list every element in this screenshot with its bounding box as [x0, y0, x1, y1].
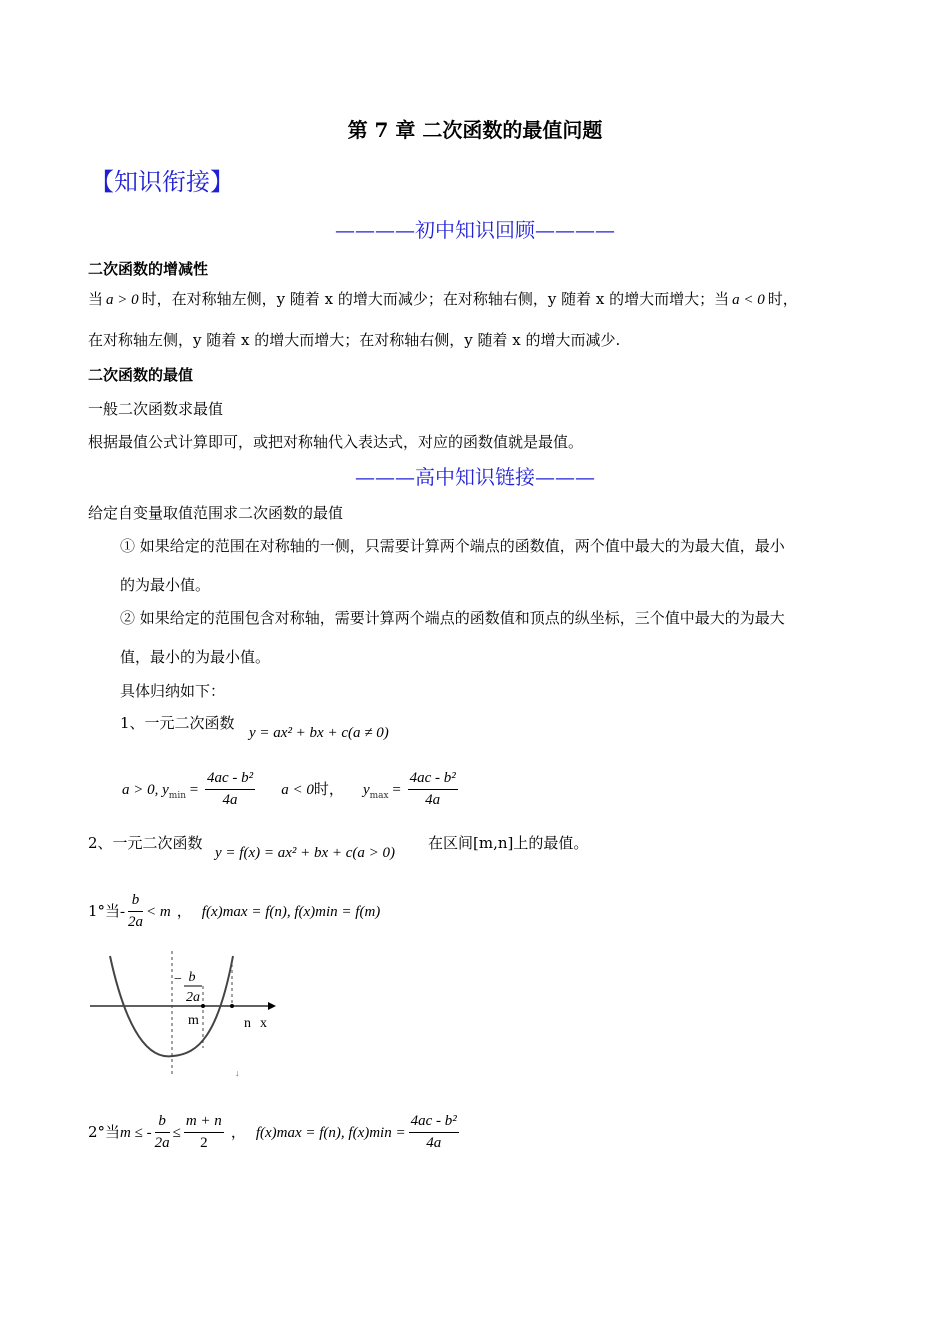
graph-mark: ↓: [235, 1068, 240, 1078]
le-sign: ≤: [172, 1125, 181, 1141]
graph-b: b: [188, 970, 196, 985]
point-n: [230, 1004, 234, 1008]
fraction-numerator: 4ac - b²: [205, 770, 255, 790]
fraction-numerator: b: [128, 892, 143, 912]
when-text: 时，: [313, 780, 344, 798]
fraction-numerator: m + n: [184, 1113, 224, 1133]
fraction-vertex: [409, 1113, 459, 1152]
fraction-numerator: b: [155, 1113, 170, 1133]
page-title: 第 7 章 二次函数的最值问题: [347, 118, 603, 142]
case-2-suffix: 在区间[m,n]上的最值。: [428, 834, 589, 852]
text-segment: 时，: [767, 290, 798, 308]
parabola-graph: [88, 946, 278, 1081]
graph-label-n: n: [244, 1016, 251, 1031]
graph-label-m: m: [188, 1013, 199, 1028]
item-2-line-1: ② 如果给定的范围包含对称轴，需要计算两个端点的函数值和顶点的纵坐标，三个值中最大的为最大: [120, 609, 785, 627]
condition-1-result: f(x)max = f(n), f(x)min = f(m): [201, 904, 381, 920]
item-2-line-2: 值，最小的为最小值。: [120, 648, 271, 666]
text-segment: 当: [88, 290, 104, 308]
fraction-denominator: 2a: [154, 1135, 170, 1151]
fraction-max: [408, 770, 458, 809]
case-1-formula: y = ax² + bx + c(a ≠ 0): [249, 725, 389, 741]
fraction-b-2a: [128, 892, 143, 931]
a-negative: a < 0: [281, 782, 314, 798]
minus-sign: -: [120, 904, 126, 920]
fraction-denominator: 4a: [426, 1135, 442, 1151]
comma: ，: [176, 902, 192, 920]
case-1-results: a > 0, $y_{min}$ = $\frac{\text{4ac - b²}}{4a}$ a < 0时， $y_{max}$ = $\frac{\text{4ac - b²}}{4a}$: [122, 770, 456, 808]
divider-senior: ———高中知识链接———: [355, 465, 595, 489]
fraction-b-2a: [155, 1113, 170, 1152]
point-m: [201, 1004, 205, 1008]
item-1-line-1: ① 如果给定的范围在对称轴的一侧，只需要计算两个端点的函数值，两个值中最大的为最大值，最小: [120, 537, 785, 555]
m-le-minus: m ≤ -: [120, 1125, 152, 1141]
paragraph-intro: 给定自变量取值范围求二次函数的最值: [88, 504, 344, 522]
paragraph-general: 一般二次函数求最值: [88, 400, 224, 418]
item-1-line-2: 的为最小值。: [120, 576, 211, 594]
case-1-label: 1、一元二次函数: [120, 714, 235, 732]
condition-2-result: f(x)max = f(n), f(x)min =: [255, 1125, 406, 1141]
fraction-numerator: 4ac - b²: [408, 770, 458, 790]
condition-2-label: 2°当: [88, 1123, 121, 1141]
y-max: y: [362, 782, 370, 798]
x-axis-arrow-icon: [268, 1002, 276, 1010]
max-subscript: max: [369, 791, 389, 801]
heading-monotonicity: 二次函数的增减性: [88, 260, 209, 278]
fraction-min: [205, 770, 255, 809]
heading-extremum: 二次函数的最值: [88, 366, 194, 384]
paragraph-monotonicity-1: [88, 288, 798, 309]
condition-2: [88, 1113, 462, 1152]
min-subscript: min: [168, 791, 186, 801]
fraction-denominator: 2: [200, 1135, 208, 1151]
condition-a-positive: a > 0: [106, 292, 139, 308]
divider-junior: ————初中知识回顾————: [335, 218, 615, 242]
a-positive-y: a > 0, y: [122, 782, 169, 798]
comma: ，: [230, 1123, 246, 1141]
fraction-mid: [184, 1113, 224, 1152]
paragraph-monotonicity-2: 在对称轴左侧，y 随着 x 的增大而增大；在对称轴右侧，y 随着 x 的增大而减少.: [88, 331, 621, 349]
condition-1: [88, 892, 380, 931]
relation-less-m: < m: [146, 904, 171, 920]
condition-1-label: 1°当: [88, 902, 121, 920]
fraction-denominator: 2a: [128, 914, 144, 930]
fraction-denominator: 4a: [425, 792, 441, 808]
text-segment: 时，在对称轴左侧，y 随着 x 的增大而减少；在对称轴右侧，y 随着 x 的增大而增大；当: [141, 290, 730, 308]
paragraph-formula: 根据最值公式计算即可，或把对称轴代入表达式，对应的函数值就是最值。: [88, 433, 584, 451]
graph-2a: 2a: [186, 990, 200, 1005]
graph-minus: −: [174, 972, 182, 987]
fraction-denominator: 4a: [222, 792, 238, 808]
section-heading: 【知识衔接】: [90, 168, 234, 196]
summary-text: 具体归纳如下：: [120, 682, 226, 700]
condition-a-negative: a < 0: [732, 292, 765, 308]
case-2-formula: y = f(x) = ax² + bx + c(a > 0): [215, 845, 396, 861]
graph-label-x: x: [260, 1016, 267, 1031]
case-2-label: 2、一元二次函数: [88, 834, 203, 852]
fraction-numerator: 4ac - b²: [409, 1113, 459, 1133]
